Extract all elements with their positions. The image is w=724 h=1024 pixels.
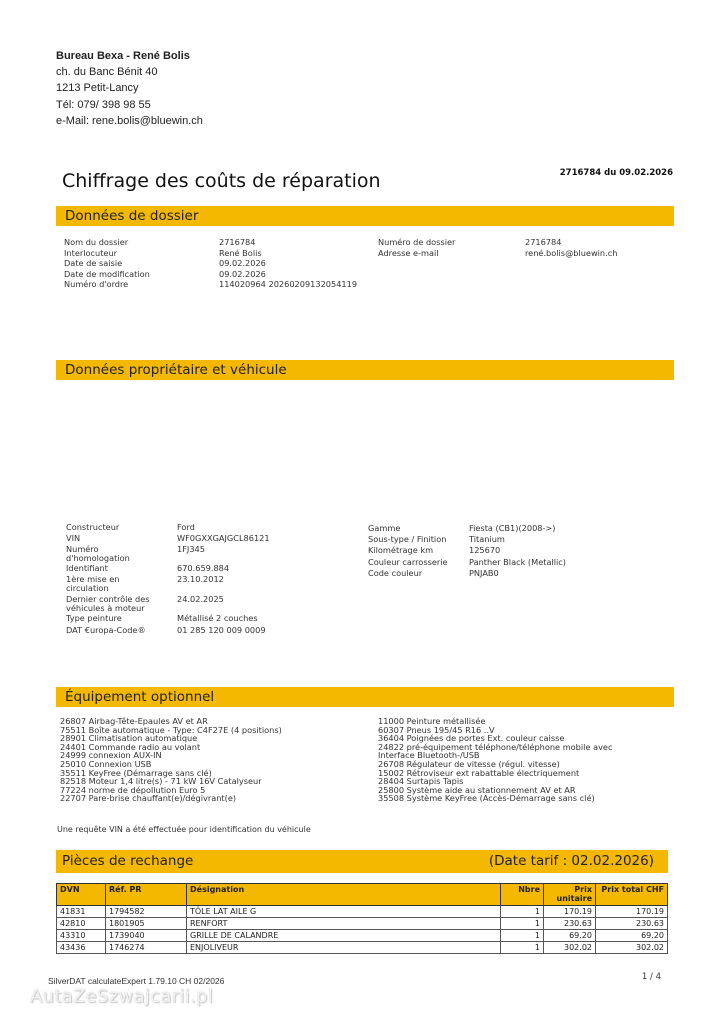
- col-qty: Nbre: [501, 884, 544, 906]
- vehicle-label: d'homologation: [66, 552, 130, 563]
- page-number: 1 / 4: [641, 972, 661, 982]
- parts-tariff-date: (Date tarif : 02.02.2026): [488, 853, 654, 869]
- equipment-item: 15002 Rétroviseur ext rabattable électriquement: [378, 767, 580, 778]
- dossier-value: rené.bolis@bluewin.ch: [525, 247, 618, 258]
- vin-note: Une requête VIN a été effectuée pour identification du véhicule: [57, 825, 311, 834]
- equipment-item: 26708 Régulateur de vitesse (régul. vitesse): [378, 758, 560, 769]
- col-ref: Réf. PR: [106, 884, 187, 906]
- vehicle-label: Dernier contrôle des: [66, 594, 150, 604]
- col-unit-price: Prix unitaire: [544, 884, 596, 906]
- cell-qty: 1: [501, 930, 544, 942]
- equipment-item: 75511 Boîte automatique - Type: C4F27E (4 positions): [60, 724, 282, 735]
- vehicle-label: Sous-type / Finition: [368, 534, 447, 544]
- section-title-parts: Pièces de rechange: [62, 853, 194, 869]
- vehicle-label: Constructeur: [66, 522, 120, 532]
- cell-ref: 1794582: [106, 906, 187, 918]
- table-row: [57, 930, 668, 942]
- cell-qty: 1: [501, 942, 544, 954]
- cell-unit-price: 170.19: [544, 906, 596, 918]
- section-bar-equipment: [56, 687, 674, 707]
- vehicle-value: Titanium: [469, 534, 505, 544]
- cell-dvn: 43310: [57, 930, 106, 942]
- table-row: [57, 942, 668, 954]
- equipment-list-left: [60, 717, 282, 803]
- dossier-label: Numéro de dossier: [378, 237, 456, 247]
- equipment-list-right: [378, 717, 612, 803]
- parts-table: [56, 883, 668, 954]
- vehicle-value: 125670: [469, 545, 501, 555]
- dossier-left-labels: [64, 237, 150, 290]
- vehicle-value: 01 285 120 009 0009: [177, 625, 266, 635]
- equipment-item: 24999 connexion AUX-IN: [60, 750, 162, 761]
- equipment-item: 22707 Pare-brise chauffant(e)/dégivrant(e): [60, 793, 237, 804]
- dossier-reference: 2716784 du 09.02.2026: [559, 168, 673, 178]
- vehicle-value: WF0GXXGAJGCL86121: [177, 533, 270, 543]
- vehicle-value: 23.10.2012: [177, 574, 224, 584]
- vehicle-value: PNJAB0: [469, 568, 499, 578]
- vehicle-value: Métallisé 2 couches: [177, 613, 258, 623]
- vehicle-value: Panther Black (Metallic): [469, 557, 566, 567]
- vehicle-label: Couleur carrosserie: [368, 557, 448, 567]
- vehicle-value: 24.02.2025: [177, 594, 224, 604]
- equipment-item: 60307 Pneus 195/45 R16 ..V: [378, 724, 495, 735]
- vehicle-value: Fiesta (CB1)(2008->): [469, 523, 556, 533]
- vehicle-label: circulation: [66, 582, 109, 593]
- cell-total-price: 69.20: [596, 930, 668, 942]
- cell-dvn: 41831: [57, 906, 106, 918]
- dossier-value: 2716784: [525, 237, 562, 247]
- cell-total-price: 302.02: [596, 942, 668, 954]
- cell-designation: RENFORT: [187, 918, 501, 930]
- equipment-item: 82518 Moteur 1,4 litre(s) - 71 kW 16V Catalyseur: [60, 776, 262, 787]
- section-bar-owner-vehicle: [56, 360, 674, 380]
- cell-ref: 1801905: [106, 918, 187, 930]
- table-row: [57, 918, 668, 930]
- equipment-item: 36404 Poignées de portes Ext. couleur caisse: [378, 733, 565, 744]
- office-city: 1213 Petit-Lancy: [56, 82, 139, 94]
- equipment-item: 25800 Système aide au stationnement AV et AR: [378, 784, 576, 795]
- vehicle-value: Ford: [177, 522, 195, 532]
- cell-unit-price: 69.20: [544, 930, 596, 942]
- equipment-item: 35508 Système KeyFree (Accès-Démarrage sans clé): [378, 793, 595, 804]
- dossier-label: Interlocuteur: [64, 247, 117, 258]
- vehicle-label: Type peinture: [66, 613, 122, 623]
- cell-total-price: 170.19: [596, 906, 668, 918]
- page-title: Chiffrage des coûts de réparation: [62, 170, 381, 192]
- vehicle-label: 1ère mise en: [66, 574, 120, 584]
- equipment-item: 77224 norme de dépollution Euro 5: [60, 784, 206, 795]
- cell-qty: 1: [501, 906, 544, 918]
- vehicle-label: Identifiant: [66, 563, 108, 573]
- table-row: [57, 906, 668, 918]
- vehicle-label: Numéro: [66, 544, 99, 554]
- dossier-value: 09.02.2026: [219, 268, 266, 279]
- col-total-price: Prix total CHF: [596, 884, 668, 906]
- equipment-item: 24822 pré-équipement téléphone/téléphone mobile avec: [378, 741, 613, 752]
- equipment-item: 26807 Airbag-Tête-Epaules AV et AR: [60, 716, 208, 726]
- equipment-item: 24401 Commande radio au volant: [60, 741, 201, 752]
- col-designation: Désignation: [187, 884, 501, 906]
- dossier-value: René Bolis: [219, 247, 262, 258]
- cell-qty: 1: [501, 918, 544, 930]
- vehicle-value: 670.659.884: [177, 563, 230, 573]
- equipment-item: 25010 Connexion USB: [60, 758, 152, 769]
- section-bar-parts: [56, 850, 668, 873]
- dossier-label: Adresse e-mail: [378, 247, 439, 258]
- cell-designation: TÔLE LAT AILE G: [187, 906, 501, 918]
- vehicle-label: VIN: [66, 533, 81, 543]
- office-phone: Tél: 079/ 398 98 55: [56, 99, 151, 111]
- section-title-equipment: Équipement optionnel: [65, 689, 215, 705]
- dossier-value: 09.02.2026: [219, 258, 266, 269]
- office-street: ch. du Banc Bénit 40: [56, 66, 158, 78]
- cell-unit-price: 230.63: [544, 918, 596, 930]
- office-name: Bureau Bexa - René Bolis: [56, 50, 190, 62]
- equipment-item: Interface Bluetooth-/USB: [378, 750, 480, 761]
- dossier-left-values: [219, 237, 357, 290]
- dossier-value: 2716784: [219, 237, 256, 247]
- vehicle-label: DAT €uropa-Code®: [66, 625, 146, 635]
- vehicle-label: Gamme: [368, 523, 401, 533]
- section-title-dossier: Données de dossier: [65, 208, 199, 224]
- equipment-item: 28901 Climatisation automatique: [60, 733, 198, 744]
- parts-table-header: [57, 884, 668, 906]
- dossier-right-values: [525, 237, 617, 258]
- watermark: AutaZeSzwajcarii.pl: [30, 986, 214, 1007]
- equipment-item: 11000 Peinture métallisée: [378, 716, 486, 726]
- dossier-right-labels: [378, 237, 455, 258]
- dossier-label: Nom du dossier: [64, 237, 129, 247]
- equipment-item: 28404 Surtapis Tapis: [378, 776, 464, 787]
- cell-ref: 1739040: [106, 930, 187, 942]
- dossier-label: Date de saisie: [64, 258, 123, 269]
- cell-dvn: 42810: [57, 918, 106, 930]
- cell-designation: ENJOLIVEUR: [187, 942, 501, 954]
- footer-software: SilverDAT calculateExpert 1.79.10 CH 02/2026: [48, 976, 225, 986]
- dossier-value: 114020964 20260209132054119: [219, 279, 358, 290]
- vehicle-label: véhicules à moteur: [66, 602, 145, 613]
- cell-designation: GRILLE DE CALANDRE: [187, 930, 501, 942]
- dossier-label: Date de modification: [64, 268, 150, 279]
- cell-total-price: 230.63: [596, 918, 668, 930]
- section-title-owner-vehicle: Données propriétaire et véhicule: [65, 362, 287, 378]
- office-email: e-Mail: rene.bolis@bluewin.ch: [56, 115, 203, 127]
- dossier-label: Numéro d'ordre: [64, 279, 129, 290]
- cell-ref: 1746274: [106, 942, 187, 954]
- vehicle-value: 1FJ345: [177, 544, 205, 554]
- cell-dvn: 43436: [57, 942, 106, 954]
- equipment-item: 35511 KeyFree (Démarrage sans clé): [60, 767, 212, 778]
- vehicle-label: Code couleur: [368, 568, 423, 578]
- cell-unit-price: 302.02: [544, 942, 596, 954]
- section-bar-dossier: [56, 206, 674, 226]
- vehicle-label: Kilométrage km: [368, 545, 434, 555]
- col-dvn: DVN: [57, 884, 106, 906]
